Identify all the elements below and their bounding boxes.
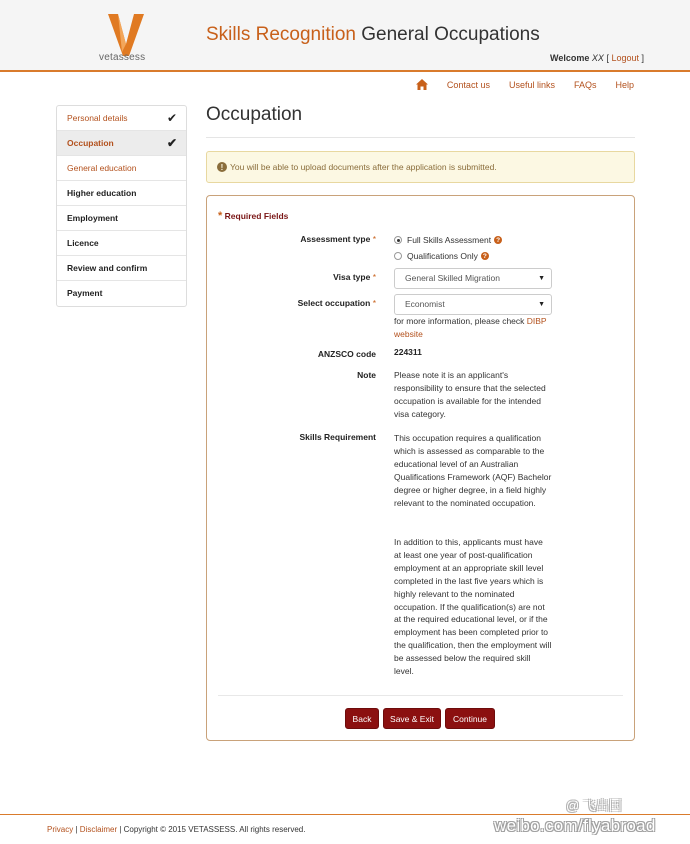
welcome-text: Welcome XX [ Logout ]	[550, 53, 644, 63]
nav-faqs[interactable]: FAQs	[573, 79, 597, 90]
nav-help[interactable]: Help	[615, 79, 634, 90]
nav-useful-links[interactable]: Useful links	[508, 79, 555, 90]
footer: Privacy | Disclaimer | Copyright © 2015 VETASSESS. All rights reserved.	[47, 825, 306, 834]
radio-button[interactable]	[394, 236, 402, 244]
site-title-accent: Skills Recognition	[206, 24, 356, 45]
required-star: *	[218, 210, 223, 222]
sidebar-item-employment	[57, 206, 186, 231]
alert-text: You will be able to upload documents after the application is submitted.	[230, 162, 497, 172]
disclaimer-link[interactable]: Disclaimer	[79, 825, 118, 834]
site-title	[206, 24, 540, 46]
assessment-type-label-text: Assessment type	[300, 234, 371, 244]
sidebar-item-personal-details[interactable]	[57, 106, 186, 131]
footer-divider	[0, 814, 690, 815]
sidebar-item-review-and-confirm	[57, 256, 186, 281]
sidebar-item-occupation[interactable]	[57, 131, 186, 156]
welcome-label: Welcome	[550, 53, 590, 63]
exclamation-circle-icon: !	[217, 162, 227, 172]
sidebar-item-label: Review and confirm	[67, 263, 148, 273]
skills-requirement-para-1: This occupation requires a qualification which is assessed as comparable to the educational level of an Australian Qualifications Framework (AQF) Bachelor degree or higher degree, in a field highly relevant to the nominated occupation.	[394, 433, 552, 508]
skills-requirement-para-2: In addition to this, applicants must have at least one year of post-qualification employment at an appropriate skill level completed in the last five years which is highly relevant to the nominated occupation. If the qualification(s) are not at the required educational level, or if the employment has been completed prior to the qualification, then the employment will be assessed below the required skill level.	[394, 537, 552, 677]
radio-qualifications-only[interactable]	[394, 251, 489, 261]
continue-button[interactable]: Continue	[445, 708, 495, 729]
sidebar-item-general-education[interactable]	[57, 156, 186, 181]
title-divider	[206, 137, 635, 138]
step-sidebar	[56, 105, 187, 307]
sidebar-item-label: General education	[67, 163, 137, 173]
visa-type-label-text: Visa type	[333, 272, 371, 282]
upload-alert	[206, 151, 635, 183]
radio-full-skills-assessment[interactable]	[394, 235, 502, 245]
occupation-value: Economist	[405, 299, 445, 309]
required-star: *	[370, 298, 376, 308]
privacy-link[interactable]: Privacy	[47, 825, 74, 834]
home-icon[interactable]	[416, 79, 428, 90]
more-info-prefix: for more information, please check	[394, 316, 527, 326]
visa-type-label	[333, 272, 376, 282]
required-star: *	[370, 234, 376, 244]
sidebar-item-label: Occupation	[67, 138, 114, 148]
back-button[interactable]: Back	[345, 708, 379, 729]
required-star: *	[370, 272, 376, 282]
caret-down-icon: ▼	[538, 275, 545, 282]
sidebar-item-label: Employment	[67, 213, 119, 223]
top-nav	[416, 79, 634, 90]
check-icon: ✔	[166, 111, 177, 125]
visa-type-value: General Skilled Migration	[405, 273, 500, 283]
skills-requirement-label: Skills Requirement	[299, 432, 376, 442]
required-fields-note	[218, 210, 288, 222]
sidebar-item-licence	[57, 231, 186, 256]
sidebar-item-higher-education	[57, 181, 186, 206]
anzsco-code-value: 224311	[394, 347, 422, 357]
page-title: Occupation	[206, 104, 303, 125]
anzsco-code-label: ANZSCO code	[317, 349, 376, 359]
note-label: Note	[357, 370, 376, 380]
site-title-rest: General Occupations	[355, 24, 540, 45]
watermark-handle: @ 飞出国	[566, 798, 622, 813]
welcome-user: XX	[591, 53, 604, 63]
dibp-website-link[interactable]: DIBP website	[394, 316, 547, 339]
sidebar-item-payment	[57, 281, 186, 306]
help-icon[interactable]: ?	[494, 236, 502, 244]
logout-link[interactable]: Logout	[611, 53, 639, 63]
sidebar-item-label: Licence	[67, 238, 99, 248]
required-text: Required Fields	[222, 211, 289, 221]
help-icon[interactable]: ?	[481, 252, 489, 260]
sidebar-item-label: Higher education	[67, 188, 137, 198]
select-occupation-label-text: Select occupation	[297, 298, 371, 308]
watermark-url: weibo.com/flyabroad	[494, 816, 656, 835]
check-icon: ✔	[166, 136, 177, 150]
radio-label: Qualifications Only	[407, 251, 478, 261]
caret-down-icon: ▼	[538, 301, 545, 308]
sidebar-item-label: Personal details	[67, 113, 128, 123]
save-exit-button[interactable]: Save & Exit	[383, 708, 441, 729]
radio-label: Full Skills Assessment	[407, 235, 492, 245]
occupation-select[interactable]	[394, 294, 552, 315]
nav-contact-us[interactable]: Contact us	[446, 79, 490, 90]
visa-type-select[interactable]	[394, 268, 552, 289]
logo-text: vetassess	[99, 52, 146, 63]
copyright-text: | Copyright © 2015 VETASSESS. All rights reserved.	[117, 825, 306, 834]
select-occupation-label	[298, 298, 376, 308]
form-divider	[218, 695, 623, 696]
assessment-type-label	[300, 234, 376, 244]
site-header	[0, 0, 690, 72]
more-info-text	[394, 315, 552, 341]
radio-button[interactable]	[394, 252, 402, 260]
note-text: Please note it is an applicant's responsibility to ensure that the selected occupation is available for the intended visa category.	[394, 370, 546, 419]
sidebar-item-label: Payment	[67, 288, 103, 298]
